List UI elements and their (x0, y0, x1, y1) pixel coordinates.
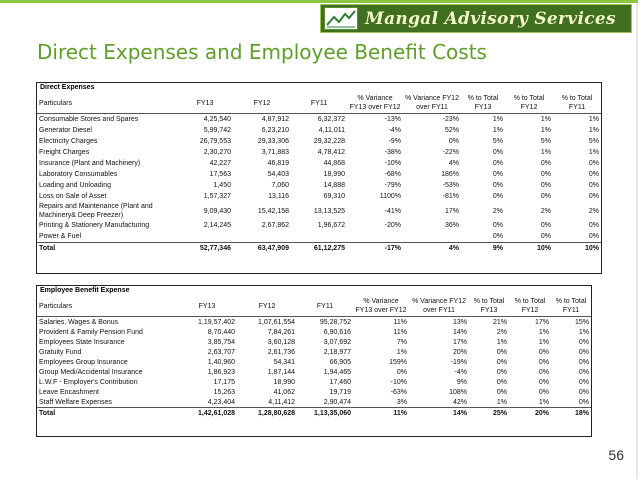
cell-value: 0% (496, 388, 507, 396)
table-row (37, 114, 601, 126)
cell-value: -81% (442, 193, 459, 200)
cell-value: 1% (538, 338, 549, 346)
cell-value: 0% (538, 368, 549, 376)
column-header: % Variance FY12 over FY11 (409, 296, 469, 317)
column-header: % to Total FY13 (469, 296, 509, 317)
column-header: % to Total FY11 (551, 296, 591, 317)
table-row (37, 125, 601, 136)
row-label: Power & Fuel (39, 233, 82, 240)
table-row (37, 327, 591, 337)
cell-value: 4,11,011 (318, 127, 345, 134)
cell-value: 0% (540, 233, 551, 240)
table-row (37, 136, 601, 147)
column-header: FY11 (291, 93, 347, 114)
cell-value: 1% (540, 127, 551, 134)
cell-value: 0% (492, 193, 503, 200)
cell-value: 5% (588, 138, 599, 145)
direct-expenses-table (36, 82, 602, 274)
column-header: FY12 (237, 296, 297, 317)
cell-value: 11% (393, 328, 407, 336)
cell-value: 0% (496, 368, 507, 376)
cell-value: 54,403 (267, 171, 289, 178)
column-header: Particulars (37, 296, 177, 317)
cell-value: -38% (384, 149, 401, 156)
row-label: Generator Diesel (39, 127, 92, 134)
cell-value: -79% (384, 182, 401, 189)
row-label: Loading and Unloading (39, 182, 112, 189)
cell-value: 0% (492, 233, 503, 240)
table-row (37, 158, 601, 169)
cell-value: 0% (540, 222, 551, 229)
cell-value: 6,32,372 (317, 116, 345, 123)
cell-value: 4,23,404 (207, 398, 235, 406)
cell-value: -19% (450, 358, 467, 366)
cell-value: 19,719 (329, 388, 351, 396)
column-header: % to Total FY12 (509, 296, 551, 317)
cell-value: 1% (540, 116, 551, 123)
cell-value: 0% (578, 388, 589, 396)
cell-value (291, 231, 347, 243)
column-header: % Variance FY13 over FY12 (347, 93, 403, 114)
cell-value: 8,70,440 (207, 328, 235, 336)
total-value: 63,47,909 (233, 243, 291, 255)
total-value: 25% (469, 408, 509, 419)
row-label: Printing & Stationery Manufacturing (39, 222, 150, 229)
cell-value: 1% (538, 328, 549, 336)
cell-value: 1,57,327 (203, 193, 231, 200)
cell-value: 0% (538, 348, 549, 356)
cell-value: 66,905 (329, 358, 351, 366)
cell-value: -68% (384, 171, 401, 178)
cell-value: 0% (578, 368, 589, 376)
cell-value: 41,062 (273, 388, 295, 396)
slide-title: Direct Expenses and Employee Benefit Costs (37, 40, 487, 64)
cell-value: 11% (393, 318, 407, 326)
cell-value: -22% (442, 149, 459, 156)
row-label: Provident & Family Pension Fund (39, 328, 143, 336)
total-value: 14% (409, 408, 469, 419)
cell-value: 0% (588, 193, 599, 200)
cell-value: 15,263 (213, 388, 235, 396)
cell-value: 2% (540, 207, 551, 215)
cell-value: 17% (534, 318, 549, 326)
cell-value: 0% (492, 222, 503, 229)
row-label: Consumable Stores and Spares (39, 116, 139, 123)
cell-value: 0% (578, 338, 589, 346)
cell-value: 17,563 (209, 171, 231, 178)
direct-expenses-grid (37, 93, 601, 254)
cell-value: 1,94,465 (323, 368, 351, 376)
cell-value: 2% (496, 328, 507, 336)
cell-value: 7,84,261 (267, 328, 295, 336)
total-value: -17% (347, 243, 403, 255)
cell-value: 1,40,960 (207, 358, 235, 366)
cell-value: 0% (538, 358, 549, 366)
row-label: Staff Welfare Expenses (39, 398, 112, 406)
cell-value: -53% (442, 182, 459, 189)
cell-value: 0% (448, 138, 459, 145)
logo-text: Mangal Advisory Services (365, 9, 616, 29)
cell-value: 159% (389, 358, 407, 366)
cell-value: 1,19,57,402 (198, 318, 235, 326)
cell-value: 5% (492, 138, 503, 145)
cell-value: 2,30,270 (203, 149, 231, 156)
cell-value: 0% (492, 182, 503, 189)
cell-value: 17,460 (329, 378, 351, 386)
table-row (37, 202, 601, 220)
total-value: 1,13,35,060 (297, 408, 353, 419)
cell-value: 1,07,61,554 (258, 318, 295, 326)
cell-value: 4,78,412 (317, 149, 345, 156)
total-value: 9% (461, 243, 505, 255)
cell-value: 13% (452, 318, 467, 326)
cell-value: 14% (452, 328, 467, 336)
cell-value: 0% (588, 233, 599, 240)
column-header: FY13 (177, 93, 233, 114)
column-header: FY13 (177, 296, 237, 317)
cell-value: 9% (456, 378, 467, 386)
cell-value: 44,868 (323, 160, 345, 167)
cell-value: 0% (578, 398, 589, 406)
cell-value (403, 231, 461, 243)
company-logo (320, 4, 632, 33)
employee-benefit-table (36, 285, 592, 437)
chart-line-icon (324, 7, 358, 30)
table-row (37, 357, 591, 367)
cell-value: 0% (492, 171, 503, 178)
cell-value: 29,33,306 (257, 138, 289, 145)
column-header: % to Total FY11 (553, 93, 601, 114)
table-row (37, 387, 591, 397)
row-label: Loss on Sale of Asset (39, 193, 107, 200)
table-caption: Direct Expenses (40, 84, 95, 91)
cell-value: 52% (444, 127, 459, 134)
table-row (37, 147, 601, 158)
cell-value: 7,060 (271, 182, 289, 189)
total-value: 11% (353, 408, 409, 419)
row-label: Employees State Insurance (39, 338, 125, 346)
cell-value: 4,11,412 (268, 398, 295, 406)
table-row (37, 347, 591, 357)
cell-value: 0% (492, 149, 503, 156)
total-value: 4% (403, 243, 461, 255)
cell-value: 2,90,474 (323, 398, 351, 406)
cell-value: 13,116 (268, 193, 289, 200)
table-row (37, 191, 601, 202)
cell-value: 3% (396, 398, 407, 406)
cell-value: 0% (578, 348, 589, 356)
cell-value: 17% (452, 338, 467, 346)
cell-value: 54,341 (273, 358, 295, 366)
row-label: Repairs and Maintenance (Plant and Machinery& Deep Freezer) (39, 203, 153, 219)
total-row (37, 243, 601, 255)
cell-value: 3,85,754 (207, 338, 235, 346)
row-label: Laboratory Consumables (39, 171, 118, 178)
cell-value: 4,25,540 (203, 116, 231, 123)
header-row (37, 93, 601, 114)
row-label: Freight Charges (39, 149, 90, 156)
row-label: Electricity Charges (39, 138, 98, 145)
cell-value: -20% (384, 222, 401, 229)
cell-value: 0% (588, 160, 599, 167)
cell-value: 0% (496, 348, 507, 356)
cell-value: 21% (492, 318, 507, 326)
cell-value: 0% (540, 193, 551, 200)
cell-value: 14,888 (323, 182, 345, 189)
cell-value: 0% (588, 171, 599, 178)
cell-value: 0% (540, 160, 551, 167)
cell-value: 1% (496, 338, 507, 346)
cell-value: -9% (388, 138, 401, 145)
cell-value: 1% (492, 116, 503, 123)
table-row (37, 220, 601, 231)
table-caption: Employee Benefit Expense (40, 287, 130, 294)
column-header: Particulars (37, 93, 177, 114)
cell-value: 1,86,923 (207, 368, 235, 376)
column-header: % Variance FY13 over FY12 (353, 296, 409, 317)
column-header: % to Total FY13 (461, 93, 505, 114)
row-label: Employees Group Insurance (39, 358, 128, 366)
cell-value: 0% (578, 358, 589, 366)
cell-value: 186% (441, 171, 459, 178)
cell-value: 3,60,128 (267, 338, 295, 346)
cell-value: 36% (444, 222, 459, 229)
cell-value: 69,310 (323, 193, 345, 200)
cell-value: 17,175 (213, 378, 235, 386)
cell-value: 1% (396, 348, 407, 356)
row-label: L.W.F - Employer's Contribution (39, 378, 138, 386)
cell-value: 2,67,862 (261, 222, 289, 229)
total-label: Total (37, 243, 177, 255)
cell-value: -63% (390, 388, 407, 396)
cell-value (177, 231, 233, 243)
cell-value: 9,09,430 (203, 207, 231, 215)
total-value: 20% (509, 408, 551, 419)
cell-value: 1% (540, 149, 551, 156)
cell-value: 2% (492, 207, 503, 215)
column-header: % Variance FY12 over FY11 (403, 93, 461, 114)
cell-value: 1,450 (213, 182, 231, 189)
column-header: FY11 (297, 296, 353, 317)
cell-value: -4% (454, 368, 467, 376)
cell-value: 1100% (379, 193, 401, 200)
header-row (37, 296, 591, 317)
cell-value: 4,87,912 (261, 116, 289, 123)
table-row (37, 169, 601, 180)
total-value: 1,42,61,028 (177, 408, 237, 419)
cell-value: 108% (449, 388, 467, 396)
cell-value: 1% (496, 398, 507, 406)
cell-value: 5% (540, 138, 551, 145)
cell-value: 2,18,977 (323, 348, 351, 356)
cell-value: 1% (588, 116, 599, 123)
cell-value: 1% (538, 398, 549, 406)
top-accent-line (0, 0, 638, 3)
cell-value: 6,23,210 (261, 127, 289, 134)
total-value: 10% (553, 243, 601, 255)
row-label: Leave Encashment (39, 388, 99, 396)
cell-value: 0% (538, 388, 549, 396)
cell-value: 20% (452, 348, 467, 356)
column-header: FY12 (233, 93, 291, 114)
cell-value: 2,63,707 (207, 348, 235, 356)
cell-value: 5,99,742 (203, 127, 231, 134)
cell-value: 15% (574, 318, 589, 326)
cell-value: 2,14,245 (203, 222, 231, 229)
total-row (37, 408, 591, 419)
cell-value: 15,42,158 (257, 207, 289, 215)
page-number: 56 (608, 447, 624, 463)
cell-value: 0% (588, 222, 599, 229)
cell-value: 0% (578, 378, 589, 386)
row-label: Group Medi/Accidental Insurance (39, 368, 143, 376)
cell-value: 1,87,144 (267, 368, 295, 376)
total-value: 52,77,346 (177, 243, 233, 255)
cell-value (233, 231, 291, 243)
cell-value: 2% (588, 207, 599, 215)
row-label: Gratuity Fund (39, 348, 82, 356)
employee-benefit-grid (37, 296, 591, 418)
cell-value: 1% (492, 127, 503, 134)
cell-value: 0% (540, 171, 551, 178)
total-value: 18% (551, 408, 591, 419)
column-header: % to Total FY12 (505, 93, 553, 114)
cell-value: 1% (588, 149, 599, 156)
table-row (37, 337, 591, 347)
cell-value: 1% (588, 127, 599, 134)
cell-value: 2,61,736 (267, 348, 295, 356)
total-value: 61,12,275 (291, 243, 347, 255)
cell-value: 0% (538, 378, 549, 386)
cell-value: 18,990 (273, 378, 295, 386)
cell-value: 46,819 (267, 160, 289, 167)
total-label: Total (37, 408, 177, 419)
table-row (37, 180, 601, 191)
cell-value: 18,990 (323, 171, 345, 178)
cell-value: -4% (388, 127, 401, 134)
cell-value: 29,32,228 (313, 138, 345, 145)
cell-value: 6,90,616 (323, 328, 351, 336)
cell-value: -10% (390, 378, 407, 386)
cell-value: -41% (384, 207, 401, 215)
total-value: 10% (505, 243, 553, 255)
table-row (37, 317, 591, 328)
cell-value: 0% (588, 182, 599, 189)
cell-value: -10% (384, 160, 401, 167)
cell-value: 4% (448, 160, 459, 167)
cell-value: 42,227 (209, 160, 231, 167)
cell-value: 0% (540, 182, 551, 189)
cell-value: -13% (384, 116, 401, 123)
table-row (37, 231, 601, 243)
cell-value: 26,79,553 (199, 138, 231, 145)
row-label: Salaries, Wages & Bonus (39, 318, 119, 326)
cell-value: 0% (496, 378, 507, 386)
table-row (37, 377, 591, 387)
cell-value: -23% (442, 116, 459, 123)
cell-value: 1% (578, 328, 589, 336)
cell-value: 1,96,672 (317, 222, 345, 229)
cell-value: 95,28,752 (319, 318, 351, 326)
cell-value: 0% (396, 368, 407, 376)
row-label: Insurance (Plant and Machinery) (39, 160, 141, 167)
cell-value: 7% (396, 338, 407, 346)
cell-value (347, 231, 403, 243)
cell-value: 42% (452, 398, 467, 406)
cell-value: 0% (492, 160, 503, 167)
cell-value: 3,07,692 (323, 338, 351, 346)
cell-value: 3,71,883 (261, 149, 289, 156)
cell-value: 17% (444, 207, 459, 215)
cell-value: 0% (496, 358, 507, 366)
total-value: 1,28,80,628 (237, 408, 297, 419)
table-row (37, 397, 591, 408)
table-row (37, 367, 591, 377)
cell-value: 13,13,525 (313, 207, 345, 215)
